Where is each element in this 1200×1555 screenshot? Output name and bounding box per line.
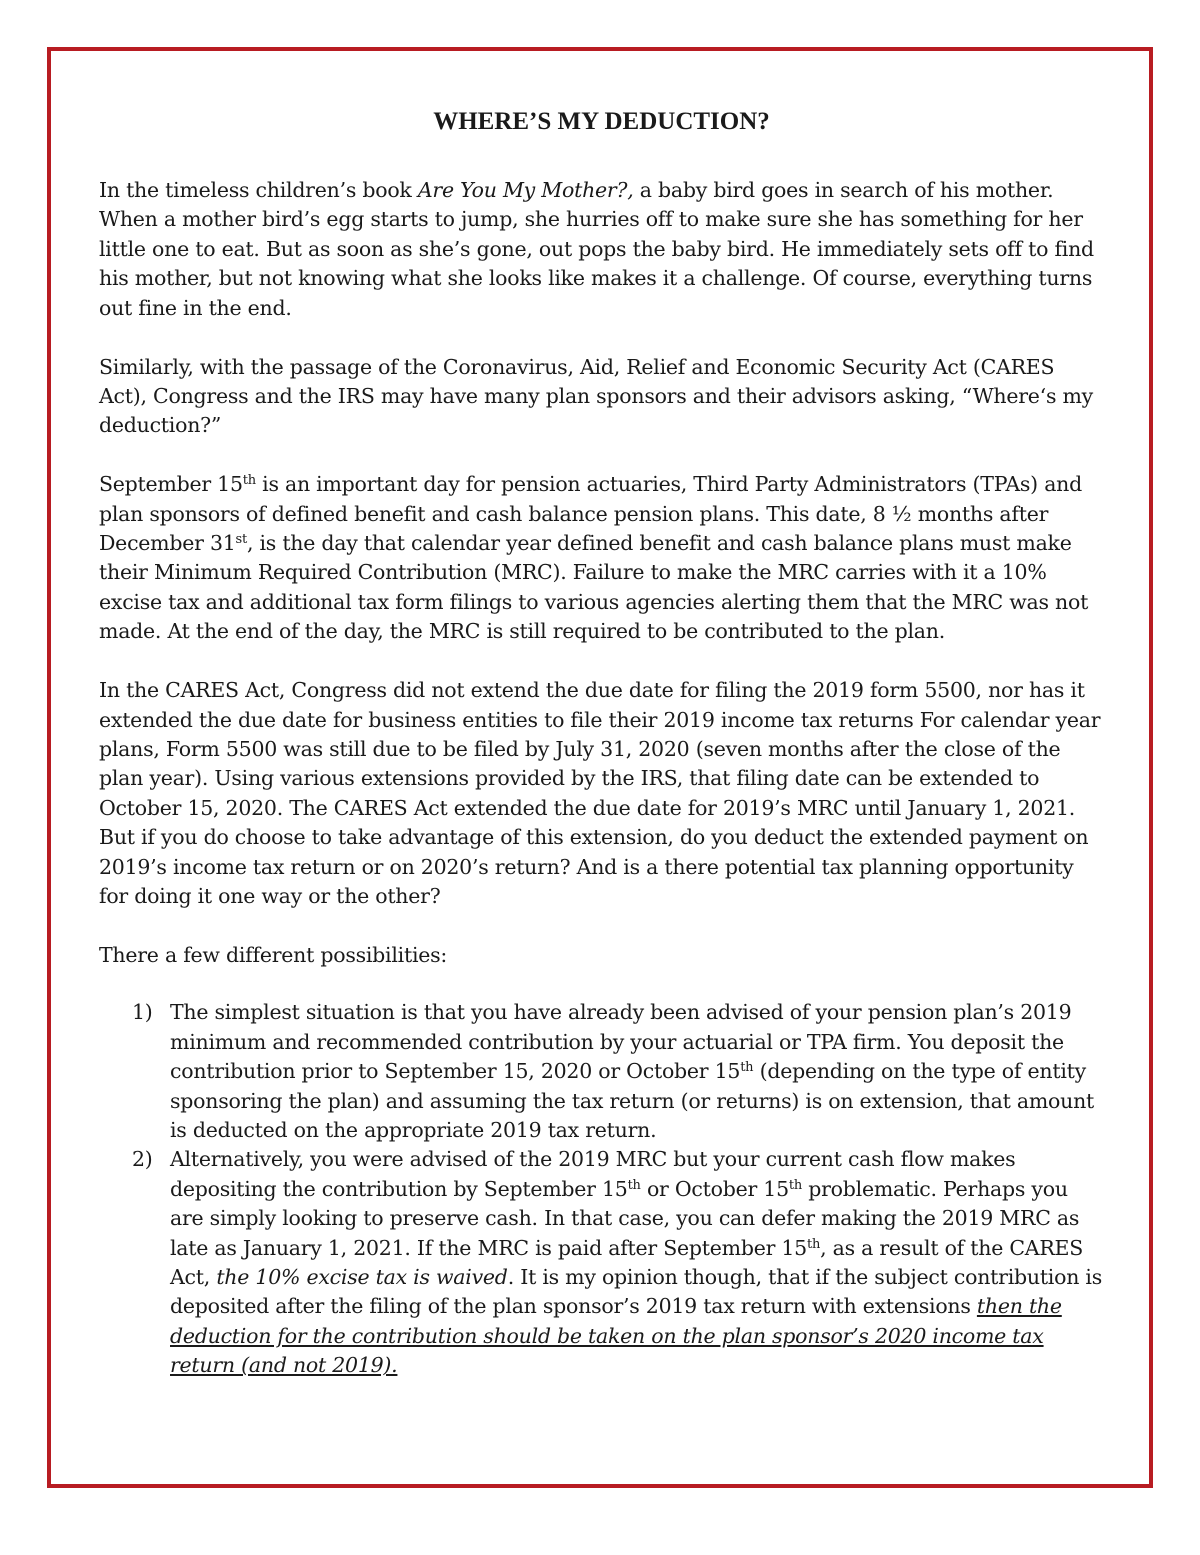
text-run: a baby bird goes in search of his mother. When a mother bird’s egg starts to jump, she hurries off to make sure she has something for her little one to eat. But as soon as she’s gone, out pops the baby bird. He immediately sets off to find his mother, but not knowing what she looks like makes it a challenge. Of course, everything turns out fine in the end.: [99, 178, 1094, 320]
book-title: Are You My Mother?,: [417, 178, 634, 202]
text-run: Alternatively, you were advised of the 2019 MRC but your current cash flow makes depositing the contribution by September 15: [170, 1147, 1016, 1201]
text-run: September 15: [99, 472, 243, 497]
text-run: The simplest situation is that you have already been advised of your pension plan’s 2019 minimum and recommended contribution by your actuarial or TPA firm. You deposit the contribution prior to September 15, 2020 or October 15: [170, 1000, 1072, 1084]
italic-text: the 10% excise tax is waived: [216, 1265, 508, 1289]
list-item: [99, 1145, 1104, 1380]
superscript: th: [806, 1236, 821, 1252]
text-run: is an important day for pension actuaries, Third Party Administrators (TPAs) and plan sponsors of defined benefit and cash balance pension plans. This date, 8 ½ months after December 31: [99, 472, 1082, 556]
possibilities-list: [99, 998, 1104, 1380]
paragraph-cares-act: Similarly, with the passage of the Coronavirus, Aid, Relief and Economic Security Act (CARES Act), Congress and the IRS may have many plan sponsors and their advisors asking, “Where‘s my deduction?”: [99, 354, 1094, 438]
underlined-italic-text: then the deduction for the contribution should be taken on the plan sponsor’s 2020 income tax return (and not 2019).: [170, 1294, 1062, 1378]
superscript: st: [235, 532, 247, 548]
text-run: , is the day that calendar year defined benefit and cash balance plans must make their Minimum Required Contribution (MRC). Failure to make the MRC carries with it a 10% excise tax and additional tax form filings to various agencies alerting them that the MRC was not made. At the end of the day, the MRC is still required to be contributed to the plan.: [99, 531, 1089, 644]
list-item: [99, 998, 1104, 1145]
superscript: th: [242, 473, 256, 489]
list-number: 1): [132, 1000, 153, 1025]
paragraph-intro: [99, 176, 1104, 323]
text-run: , as a result of the CARES Act,: [170, 1235, 1084, 1289]
superscript: th: [627, 1177, 641, 1193]
superscript: th: [788, 1177, 802, 1193]
paragraph-september-15: [99, 470, 1104, 646]
text-run: In the timeless children’s book: [99, 178, 418, 202]
text-run: or October 15: [640, 1176, 789, 1201]
text-run: problematic. Perhaps you are simply looking to preserve cash. In that case, you can defer making the 2019 MRC as late as January 1, 2021. If the MRC is paid after September 15: [170, 1176, 1080, 1260]
text-run: . It is my opinion though, that if the subject contribution is deposited after the filing of the plan sponsor’s 2019 tax return with extensions: [170, 1265, 1103, 1319]
superscript: th: [740, 1060, 754, 1076]
list-number: 2): [132, 1147, 153, 1172]
paragraph-form-5500: In the CARES Act, Congress did not extend the due date for filing the 2019 form 5500, nor has it extended the due date for business entities to file their 2019 income tax returns For calendar year plans, Form 5500 was still due to be filed by July 31, 2020 (seven months after the close of the plan year). Using various extensions provided by the IRS, that filing date can be extended to October 15, 2020. The CARES Act extended the due date for 2019’s MRC until January 1, 2021. But if you do choose to take advantage of this extension, do you deduct the extended payment on 2019’s income tax return or on 2020’s return? And is a there potential tax planning opportunity for doing it one way or the other?: [99, 678, 1101, 909]
paragraph-possibilities: There a few different possibilities:: [99, 942, 448, 967]
document-title: WHERE’S MY DEDUCTION?: [433, 108, 770, 135]
text-run: (depending on the type of entity sponsoring the plan) and assuming the tax return (or returns) is on extension, that amount is deducted on the appropriate 2019 tax return.: [170, 1059, 1095, 1142]
document-body: [99, 108, 1104, 1381]
